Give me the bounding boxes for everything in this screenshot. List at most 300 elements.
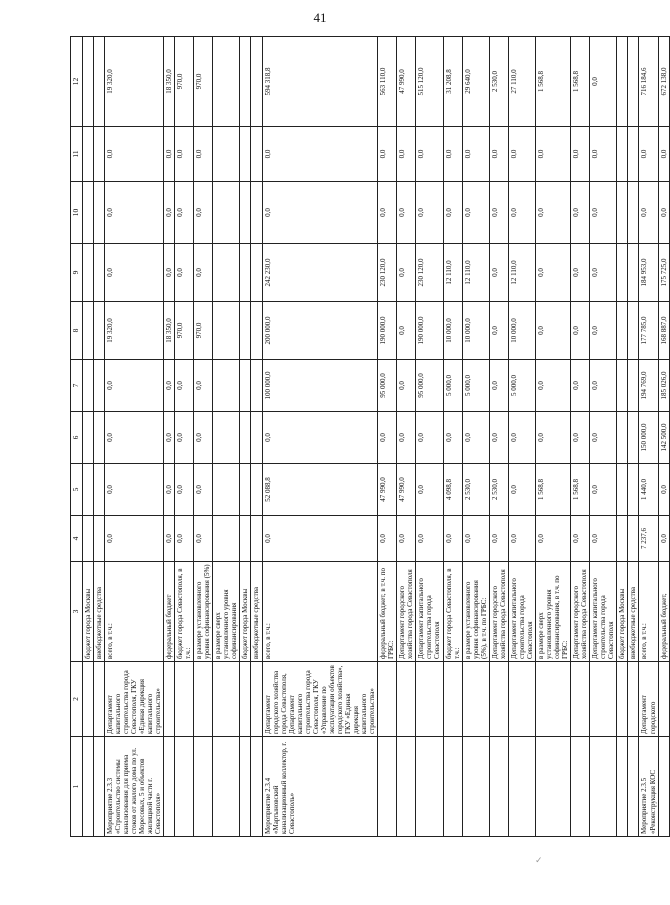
value-cell — [93, 127, 104, 182]
value-cell: 0,0 — [397, 360, 416, 412]
value-cell — [251, 37, 262, 127]
value-cell: 0,0 — [462, 516, 489, 562]
value-cell: 0,0 — [489, 412, 508, 464]
measure-name-cell — [590, 737, 617, 837]
value-cell: 47 990,0 — [397, 37, 416, 127]
value-cell: 0,0 — [164, 516, 175, 562]
value-cell: 0,0 — [397, 182, 416, 244]
executor-cell: Департамент капитального строительства города Севастополя, ГКУ «Единая дирекция капитального строительства» — [104, 662, 163, 737]
measure-name-cell — [535, 737, 570, 837]
value-cell — [240, 464, 251, 516]
funding-source-cell: федеральный бюджет — [164, 562, 175, 662]
executor-cell — [535, 662, 570, 737]
value-cell: 0,0 — [571, 127, 590, 182]
header-row — [71, 37, 83, 837]
funding-source-cell: федеральный бюджет, в т.ч. по ГРБС: — [378, 562, 397, 662]
measure-name-cell: Мероприятие 2.3.4 «Мартыновский канализационный коллектор, г. Севастополь» — [262, 737, 378, 837]
measure-name-cell — [489, 737, 508, 837]
value-cell: 0,0 — [571, 412, 590, 464]
column-header: 4 — [71, 516, 83, 562]
executor-cell — [590, 662, 617, 737]
table-row — [508, 37, 535, 837]
measure-name-cell — [82, 737, 93, 837]
value-cell: 0,0 — [443, 127, 462, 182]
value-cell: 175 725,0 — [658, 244, 669, 302]
value-cell: 0,0 — [535, 302, 570, 360]
value-cell: 4 098,8 — [443, 464, 462, 516]
value-cell: 0,0 — [397, 516, 416, 562]
value-cell: 0,0 — [443, 182, 462, 244]
value-cell: 177 785,0 — [639, 302, 658, 360]
table-row — [571, 37, 590, 837]
value-cell: 0,0 — [462, 412, 489, 464]
value-cell: 150 000,0 — [639, 412, 658, 464]
value-cell: 0,0 — [104, 360, 163, 412]
funding-source-cell: всего, в т.ч.: — [104, 562, 163, 662]
value-cell: 0,0 — [590, 37, 617, 127]
funding-source-cell: Департамент городского хозяйства города Севастополя — [397, 562, 416, 662]
funding-source-cell: Департамент капитального строительства города Севастополя — [590, 562, 617, 662]
value-cell — [628, 244, 639, 302]
column-header: 11 — [71, 127, 83, 182]
value-cell: 52 088,8 — [262, 464, 378, 516]
value-cell: 0,0 — [571, 302, 590, 360]
executor-cell — [571, 662, 590, 737]
executor-cell — [462, 662, 489, 737]
value-cell: 0,0 — [590, 182, 617, 244]
measure-name-cell — [240, 737, 251, 837]
value-cell — [617, 516, 628, 562]
value-cell — [82, 127, 93, 182]
value-cell — [213, 412, 240, 464]
value-cell — [240, 37, 251, 127]
table-row — [93, 37, 104, 837]
value-cell — [82, 412, 93, 464]
value-cell — [240, 302, 251, 360]
executor-cell — [443, 662, 462, 737]
value-cell — [93, 244, 104, 302]
value-cell: 19 320,0 — [104, 37, 163, 127]
table-row — [416, 37, 443, 837]
value-cell — [213, 127, 240, 182]
executor-cell — [251, 662, 262, 737]
executor-cell — [175, 662, 194, 737]
column-header: 3 — [71, 562, 83, 662]
value-cell: 0,0 — [658, 516, 669, 562]
value-cell: 0,0 — [104, 244, 163, 302]
column-header: 5 — [71, 464, 83, 516]
measure-name-cell — [628, 737, 639, 837]
value-cell: 0,0 — [590, 302, 617, 360]
value-cell: 18 350,0 — [164, 302, 175, 360]
value-cell — [93, 516, 104, 562]
value-cell: 0,0 — [262, 516, 378, 562]
value-cell: 0,0 — [164, 360, 175, 412]
table-row — [104, 37, 163, 837]
value-cell — [213, 516, 240, 562]
value-cell — [617, 182, 628, 244]
value-cell: 2 530,0 — [489, 37, 508, 127]
value-cell: 0,0 — [590, 516, 617, 562]
table-row — [82, 37, 93, 837]
value-cell: 970,0 — [175, 302, 194, 360]
funding-source-cell: бюджет города Москвы — [82, 562, 93, 662]
value-cell — [251, 360, 262, 412]
value-cell: 12 110,0 — [462, 244, 489, 302]
executor-cell — [213, 662, 240, 737]
value-cell — [617, 244, 628, 302]
value-cell: 716 184,6 — [639, 37, 658, 127]
rotated-table-frame — [70, 37, 668, 837]
value-cell: 1 440,0 — [639, 464, 658, 516]
value-cell: 0,0 — [535, 244, 570, 302]
executor-cell — [164, 662, 175, 737]
value-cell — [251, 127, 262, 182]
value-cell: 0,0 — [164, 182, 175, 244]
value-cell: 1 568,8 — [571, 37, 590, 127]
value-cell: 1 568,8 — [535, 464, 570, 516]
value-cell — [628, 516, 639, 562]
executor-cell: Департамент городского хозяйства города Севастополя, Департамент капитального строительства города Севастополя, ГКУ «Управление по эксплуатации объектов городского хозяйства», ГКУ «Единая дирекция капитального строительства» — [262, 662, 378, 737]
value-cell: 0,0 — [378, 127, 397, 182]
value-cell: 970,0 — [194, 37, 213, 127]
value-cell: 0,0 — [571, 360, 590, 412]
value-cell: 7 237,6 — [639, 516, 658, 562]
table-row — [164, 37, 175, 837]
value-cell: 0,0 — [508, 464, 535, 516]
value-cell — [251, 412, 262, 464]
executor-cell — [416, 662, 443, 737]
funding-source-cell: Департамент капитального строительства города Севастополя — [416, 562, 443, 662]
measure-name-cell — [397, 737, 416, 837]
executor-cell — [628, 662, 639, 737]
measure-name-cell — [194, 737, 213, 837]
table-row — [240, 37, 251, 837]
funding-source-cell: бюджет города Севастополя, в т.ч.: — [443, 562, 462, 662]
table-row — [658, 37, 669, 837]
value-cell: 0,0 — [104, 516, 163, 562]
measure-name-cell — [251, 737, 262, 837]
value-cell: 0,0 — [489, 302, 508, 360]
value-cell: 47 990,0 — [378, 464, 397, 516]
value-cell: 194 769,0 — [639, 360, 658, 412]
table-row — [251, 37, 262, 837]
value-cell: 0,0 — [175, 464, 194, 516]
value-cell — [213, 360, 240, 412]
value-cell — [628, 37, 639, 127]
value-cell: 0,0 — [104, 464, 163, 516]
page-number: 41 — [313, 10, 327, 25]
measure-name-cell — [213, 737, 240, 837]
value-cell — [93, 464, 104, 516]
value-cell: 0,0 — [508, 182, 535, 244]
table-header — [71, 37, 83, 837]
value-cell — [82, 302, 93, 360]
funding-source-cell: внебюджетные средства — [251, 562, 262, 662]
value-cell: 31 208,8 — [443, 37, 462, 127]
measure-name-cell: Мероприятие 2.3.5 «Реконструкция КОС — [639, 737, 658, 837]
value-cell: 0,0 — [194, 244, 213, 302]
value-cell: 0,0 — [462, 182, 489, 244]
value-cell: 0,0 — [104, 127, 163, 182]
scan-artifact: ✓ — [535, 855, 543, 865]
value-cell: 0,0 — [194, 464, 213, 516]
value-cell — [628, 412, 639, 464]
table-row — [489, 37, 508, 837]
value-cell — [251, 182, 262, 244]
value-cell — [628, 302, 639, 360]
value-cell — [617, 37, 628, 127]
funding-source-cell: в размере установленного уровня софинансирования (5%) — [194, 562, 213, 662]
value-cell: 190 000,0 — [416, 302, 443, 360]
executor-cell — [82, 662, 93, 737]
value-cell: 0,0 — [489, 182, 508, 244]
executor-cell — [658, 662, 669, 737]
value-cell: 0,0 — [508, 127, 535, 182]
value-cell: 142 500,0 — [658, 412, 669, 464]
value-cell — [213, 302, 240, 360]
table-row — [213, 37, 240, 837]
value-cell — [93, 182, 104, 244]
value-cell: 1 568,8 — [571, 464, 590, 516]
column-header: 7 — [71, 360, 83, 412]
value-cell: 0,0 — [639, 127, 658, 182]
value-cell: 0,0 — [175, 412, 194, 464]
value-cell — [82, 37, 93, 127]
value-cell — [213, 37, 240, 127]
value-cell: 200 000,0 — [262, 302, 378, 360]
value-cell: 0,0 — [590, 412, 617, 464]
value-cell: 0,0 — [443, 516, 462, 562]
table-row — [628, 37, 639, 837]
value-cell: 27 110,0 — [508, 37, 535, 127]
executor-cell — [378, 662, 397, 737]
funding-source-cell: всего, в т.ч.: — [639, 562, 658, 662]
value-cell — [628, 360, 639, 412]
value-cell — [240, 182, 251, 244]
value-cell — [628, 464, 639, 516]
funding-source-cell: бюджет города Москвы — [617, 562, 628, 662]
measure-name-cell — [443, 737, 462, 837]
value-cell — [93, 412, 104, 464]
funding-source-cell: внебюджетные средства — [93, 562, 104, 662]
value-cell: 0,0 — [535, 182, 570, 244]
funding-source-cell: внебюджетные средства — [628, 562, 639, 662]
value-cell — [251, 464, 262, 516]
value-cell — [213, 244, 240, 302]
value-cell: 0,0 — [416, 464, 443, 516]
value-cell: 0,0 — [194, 127, 213, 182]
value-cell: 230 120,0 — [416, 244, 443, 302]
table-row — [535, 37, 570, 837]
value-cell: 0,0 — [489, 516, 508, 562]
financing-table — [70, 36, 670, 837]
value-cell: 0,0 — [658, 182, 669, 244]
value-cell — [617, 127, 628, 182]
value-cell: 0,0 — [194, 516, 213, 562]
value-cell — [213, 182, 240, 244]
value-cell: 12 110,0 — [443, 244, 462, 302]
value-cell: 0,0 — [104, 182, 163, 244]
value-cell: 0,0 — [262, 127, 378, 182]
value-cell: 0,0 — [658, 127, 669, 182]
executor-cell — [489, 662, 508, 737]
value-cell: 515 120,0 — [416, 37, 443, 127]
value-cell: 168 887,0 — [658, 302, 669, 360]
value-cell — [240, 412, 251, 464]
value-cell — [82, 244, 93, 302]
value-cell: 0,0 — [262, 412, 378, 464]
executor-cell — [240, 662, 251, 737]
funding-source-cell: всего, в т.ч.: — [262, 562, 378, 662]
value-cell — [93, 302, 104, 360]
table-row — [443, 37, 462, 837]
column-header: 9 — [71, 244, 83, 302]
value-cell: 0,0 — [262, 182, 378, 244]
value-cell: 0,0 — [397, 302, 416, 360]
measure-name-cell — [175, 737, 194, 837]
value-cell: 19 320,0 — [104, 302, 163, 360]
value-cell: 0,0 — [104, 412, 163, 464]
value-cell — [93, 360, 104, 412]
value-cell: 0,0 — [571, 182, 590, 244]
funding-source-cell: Департамент городского хозяйства города Севастополя — [489, 562, 508, 662]
value-cell: 0,0 — [590, 244, 617, 302]
value-cell: 47 990,0 — [397, 464, 416, 516]
funding-source-cell: бюджет города Севастополя, в т.ч.: — [175, 562, 194, 662]
funding-source-cell: Департамент капитального строительства города Севастополя — [508, 562, 535, 662]
value-cell: 0,0 — [462, 127, 489, 182]
value-cell: 0,0 — [535, 127, 570, 182]
value-cell: 0,0 — [489, 244, 508, 302]
value-cell: 0,0 — [397, 412, 416, 464]
value-cell: 0,0 — [378, 182, 397, 244]
value-cell — [82, 464, 93, 516]
value-cell: 0,0 — [164, 412, 175, 464]
value-cell — [213, 464, 240, 516]
measure-name-cell — [571, 737, 590, 837]
value-cell: 672 138,0 — [658, 37, 669, 127]
value-cell: 0,0 — [489, 360, 508, 412]
funding-source-cell: в размере сверх установленного уровня софинансирования, в т.ч. по ГРБС: — [535, 562, 570, 662]
value-cell: 0,0 — [194, 360, 213, 412]
executor-cell — [397, 662, 416, 737]
value-cell: 5 000,0 — [462, 360, 489, 412]
measure-name-cell — [508, 737, 535, 837]
value-cell: 185 026,0 — [658, 360, 669, 412]
executor-cell: Департамент городского — [639, 662, 658, 737]
column-header: 10 — [71, 182, 83, 244]
funding-source-cell: в размере сверх установленного уровня софинансирования — [213, 562, 240, 662]
value-cell: 10 000,0 — [508, 302, 535, 360]
value-cell — [617, 302, 628, 360]
value-cell: 0,0 — [590, 464, 617, 516]
value-cell: 0,0 — [416, 182, 443, 244]
value-cell: 5 000,0 — [508, 360, 535, 412]
measure-name-cell — [658, 737, 669, 837]
value-cell: 0,0 — [175, 182, 194, 244]
measure-name-cell — [617, 737, 628, 837]
value-cell — [617, 412, 628, 464]
value-cell: 0,0 — [175, 244, 194, 302]
executor-cell — [93, 662, 104, 737]
value-cell — [240, 360, 251, 412]
value-cell: 242 230,0 — [262, 244, 378, 302]
measure-name-cell: Мероприятие 2.3.3 «Строительство системы канализования для приема стоков от жилого дома по ул. Моресовых, 5 и объектов жилищной части г. Севастополя» — [104, 737, 163, 837]
column-header: 2 — [71, 662, 83, 737]
table-row — [378, 37, 397, 837]
table-row — [194, 37, 213, 837]
value-cell: 95 000,0 — [378, 360, 397, 412]
table-row — [397, 37, 416, 837]
value-cell — [82, 516, 93, 562]
table-row — [462, 37, 489, 837]
value-cell: 0,0 — [175, 516, 194, 562]
executor-cell — [508, 662, 535, 737]
value-cell: 0,0 — [164, 127, 175, 182]
value-cell: 0,0 — [489, 127, 508, 182]
value-cell: 18 350,0 — [164, 37, 175, 127]
value-cell: 190 000,0 — [378, 302, 397, 360]
value-cell — [240, 127, 251, 182]
executor-cell — [194, 662, 213, 737]
value-cell — [251, 302, 262, 360]
value-cell: 0,0 — [658, 464, 669, 516]
value-cell: 0,0 — [535, 360, 570, 412]
measure-name-cell — [164, 737, 175, 837]
value-cell: 0,0 — [175, 127, 194, 182]
value-cell: 0,0 — [194, 412, 213, 464]
column-header: 12 — [71, 37, 83, 127]
value-cell: 0,0 — [378, 516, 397, 562]
value-cell: 100 000,0 — [262, 360, 378, 412]
value-cell: 10 000,0 — [462, 302, 489, 360]
table-row — [617, 37, 628, 837]
value-cell: 0,0 — [639, 182, 658, 244]
value-cell: 0,0 — [508, 412, 535, 464]
funding-source-cell: бюджет города Москвы — [240, 562, 251, 662]
value-cell — [82, 182, 93, 244]
value-cell: 0,0 — [535, 516, 570, 562]
value-cell: 970,0 — [194, 302, 213, 360]
column-header: 1 — [71, 737, 83, 837]
value-cell: 0,0 — [397, 244, 416, 302]
value-cell: 0,0 — [535, 412, 570, 464]
value-cell: 0,0 — [416, 127, 443, 182]
value-cell: 0,0 — [571, 516, 590, 562]
value-cell: 2 530,0 — [489, 464, 508, 516]
value-cell: 29 640,0 — [462, 37, 489, 127]
measure-name-cell — [462, 737, 489, 837]
table-row — [639, 37, 658, 837]
value-cell: 563 110,0 — [378, 37, 397, 127]
column-header: 8 — [71, 302, 83, 360]
value-cell: 0,0 — [590, 360, 617, 412]
value-cell: 230 120,0 — [378, 244, 397, 302]
value-cell: 0,0 — [416, 516, 443, 562]
value-cell: 0,0 — [416, 412, 443, 464]
value-cell: 0,0 — [194, 182, 213, 244]
value-cell: 0,0 — [378, 412, 397, 464]
value-cell: 0,0 — [164, 464, 175, 516]
value-cell: 0,0 — [571, 244, 590, 302]
table-row — [590, 37, 617, 837]
rotated-table — [70, 37, 668, 837]
value-cell — [251, 516, 262, 562]
value-cell: 594 318,8 — [262, 37, 378, 127]
value-cell — [628, 127, 639, 182]
value-cell: 0,0 — [443, 412, 462, 464]
